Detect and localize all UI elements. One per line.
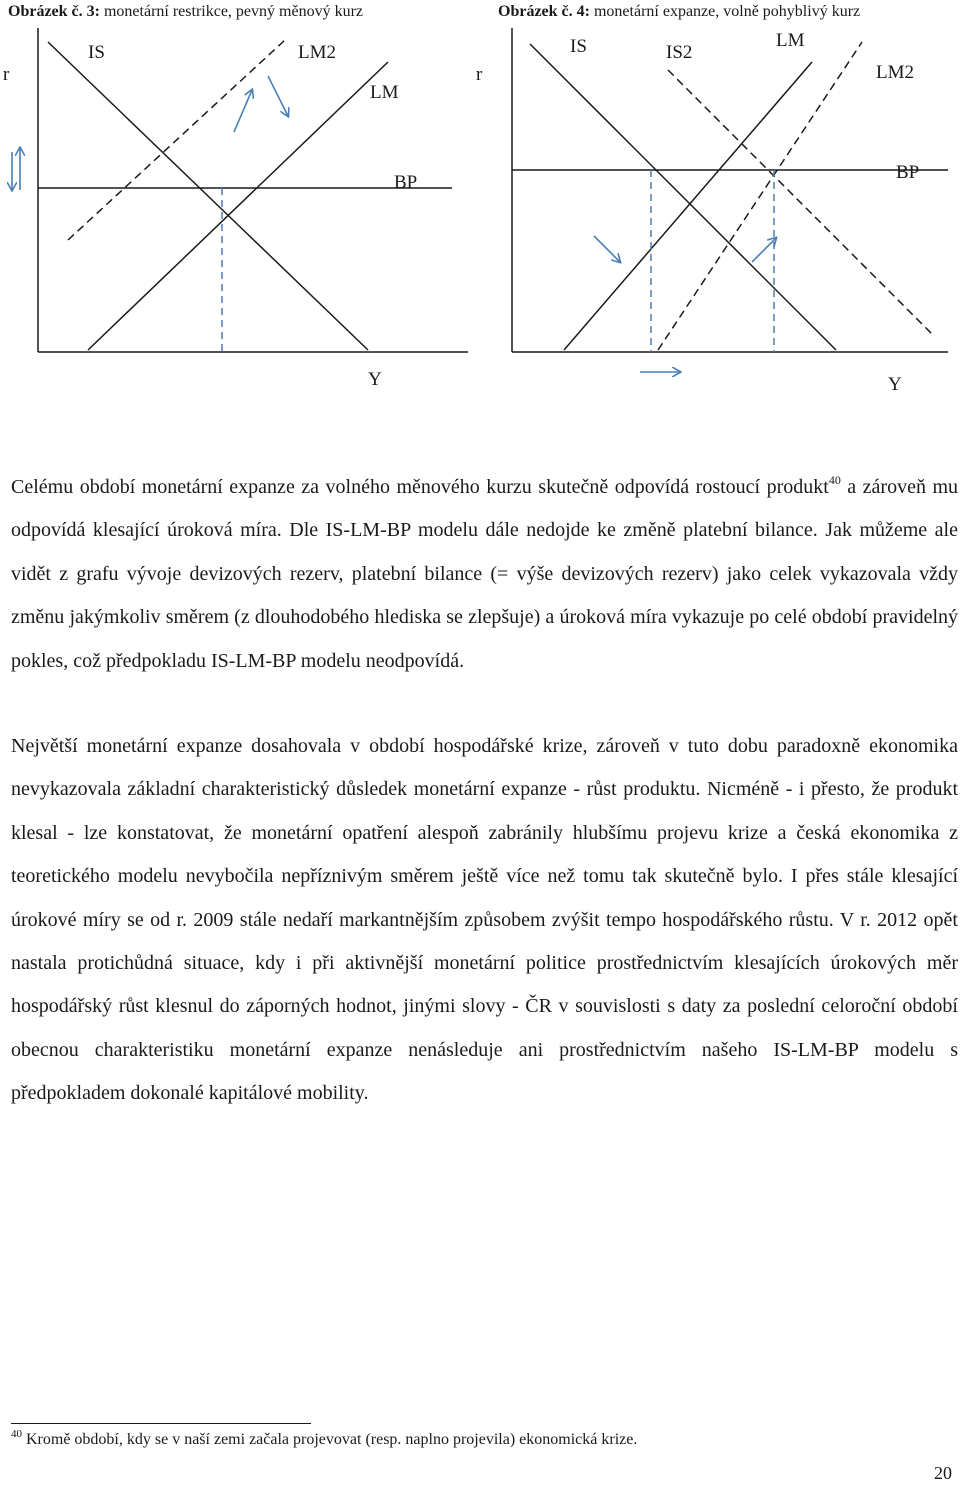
x-axis-label: Y (368, 369, 382, 390)
is-label: IS (570, 36, 587, 57)
lm-shift-arrow-icon (752, 238, 776, 262)
y-axis-label: r (3, 64, 10, 85)
lm-curve (564, 62, 812, 350)
shift-up-arrow-icon (234, 90, 252, 132)
lm-curve (88, 62, 388, 350)
y-axis-label: r (476, 64, 483, 85)
is-curve (48, 42, 368, 350)
figure-4-caption: Obrázek č. 4: monetární expanze, volně pohyblivý kurz (498, 3, 861, 20)
is2-curve (668, 70, 934, 336)
paragraph-2: Největší monetární expanze dosahovala v období hospodářské krize, zároveň v tuto dobu paradoxně ekonomika nevykazovala základní charakteristický důsledek monetární expanze - růst produktu. Nicméně - i přesto, že produkt klesal - lze konstatovat, že monetární opatření alespoň zabránily hlubšímu projevu krize a česká ekonomika z teoretického modelu nevybočila nepříznivým směrem ještě více než tomu tak skutečně bylo. I přes stále klesající úrokové míry se od r. 2009 stále nedaří markantnějším způsobem zvýšit tempo hospodářského růstu. V r. 2012 opět nastala protichůdná situace, kdy i při aktivnější monetární politice prostřednictvím klesajících úrokových měr hospodářský růst klesnul do záporných hodnot, jinými slovy - ČR v souvislosti s daty za poslední celoroční období obecnou charakteristiku monetární expanze nenásleduje ani prostřednictvím našeho IS-LM-BP modelu s předpokladem dokonalé kapitálové mobility. (11, 735, 958, 1105)
lm2-curve (658, 42, 862, 350)
is2-label: IS2 (666, 42, 693, 63)
page-number: 20 (934, 1463, 952, 1483)
paragraph-1: Celému období monetární expanze za volného měnového kurzu skutečně odpovídá rostoucí produkt$^{40}$ a zároveň mu odpovídá klesající úroková míra. Dle IS-LM-BP modelu dále nedojde ke změně platební bilance. Jak můžeme ale vidět z grafu vývoje devizových rezerv, platební bilance (= výše devizových rezerv) jako celek vykazovala vždy změnu jakýmkoliv směrem (z dlouhodobého hlediska se zlepšuje) a úroková míra vykazuje po celé období pravidelný pokles, což předpokladu IS-LM-BP modelu neodpovídá. (11, 473, 958, 672)
lm-label: LM (370, 82, 399, 103)
figure-3-caption: Obrázek č. 3: monetární restrikce, pevný měnový kurz (8, 3, 364, 20)
shift-down-arrow-icon (268, 76, 288, 116)
footnote-separator (11, 1423, 311, 1424)
x-axis-label: Y (888, 374, 902, 395)
bp-label: BP (394, 172, 418, 193)
footnote-text: Kromě období, kdy se v naší zemi začala projevovat (resp. naplno projevila) ekonomická krize. (26, 1431, 638, 1448)
footnote (11, 1430, 637, 1450)
figure-3 (0, 0, 480, 400)
figure-3-graph (0, 0, 480, 400)
lm-label: LM (776, 30, 805, 51)
bp-label: BP (896, 162, 920, 183)
lm2-label: LM2 (876, 62, 914, 83)
figure-4-graph (476, 0, 960, 400)
footnote-reference[interactable]: 40 (828, 473, 841, 487)
lm2-label: LM2 (298, 42, 336, 63)
footnote-number: 40 (11, 1428, 22, 1440)
lm2-curve (68, 40, 285, 240)
figure-4 (476, 0, 960, 400)
is-label: IS (88, 42, 105, 63)
is-curve (530, 44, 836, 350)
is-shift-arrow-icon (594, 236, 620, 262)
